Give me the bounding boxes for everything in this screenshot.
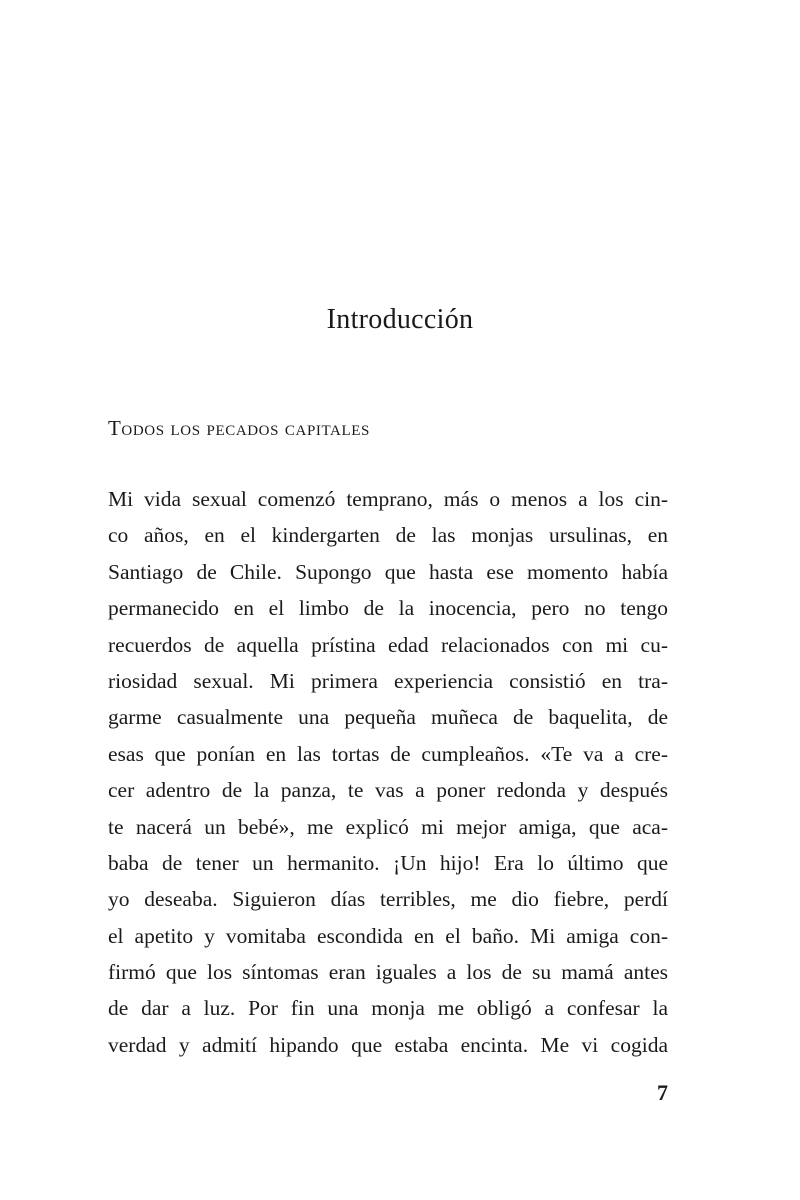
text-line: te nacerá un bebé», me explicó mi mejor amiga, que aca-: [108, 814, 668, 839]
text-line: yo deseaba. Siguieron días terribles, me dio fiebre, perdí: [108, 887, 668, 912]
text-line: esas que ponían en las tortas de cumpleaños. «Te va a cre-: [108, 741, 668, 766]
text-line: de dar a luz. Por fin una monja me obligó a confesar la: [108, 996, 668, 1021]
page-number: 7: [657, 1080, 668, 1105]
text-line: el apetito y vomitaba escondida en el baño. Mi amiga con-: [108, 923, 668, 948]
text-line: co años, en el kindergarten de las monjas ursulinas, en: [108, 523, 668, 548]
text-line: riosidad sexual. Mi primera experiencia consistió en tra-: [108, 668, 668, 693]
text-line: garme casualmente una pequeña muñeca de baquelita, de: [108, 705, 668, 730]
text-line: permanecido en el limbo de la inocencia, pero no tengo: [108, 596, 668, 621]
chapter-title: Introducción: [326, 304, 474, 335]
text-line: verdad y admití hipando que estaba encinta. Me vi cogida: [108, 1032, 668, 1057]
section-heading: Todos los pecados capitales: [108, 416, 370, 440]
text-line: Mi vida sexual comenzó temprano, más o menos a los cin-: [108, 487, 668, 511]
body-paragraph: [108, 481, 668, 1063]
text-line: baba de tener un hermanito. ¡Un hijo! Era lo último que: [108, 850, 668, 875]
text-line: recuerdos de aquella prístina edad relacionados con mi cu-: [108, 632, 668, 657]
text-line: firmó que los síntomas eran iguales a los de su mamá antes: [108, 960, 668, 985]
text-line: Santiago de Chile. Supongo que hasta ese momento había: [108, 559, 668, 584]
text-line: cer adentro de la panza, te vas a poner redonda y después: [108, 778, 668, 803]
